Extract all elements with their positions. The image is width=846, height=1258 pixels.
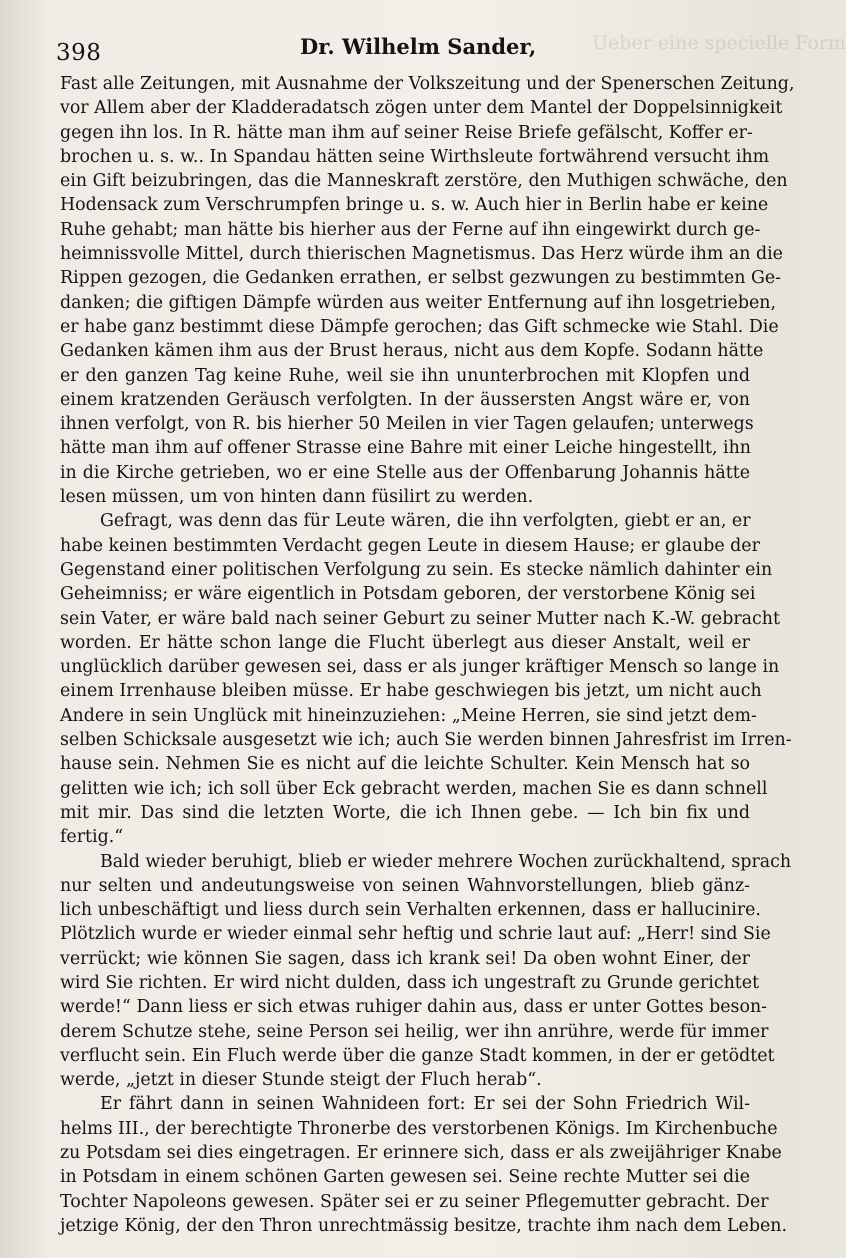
text-line: Hodensack zum Verschrumpfen bringe u. s. w. Auch hier in Berlin habe er keine (60, 195, 769, 216)
page-header (52, 30, 846, 70)
text-line: Bald wieder beruhigt, blieb er wieder mehrere Wochen zurückhaltend, sprach (100, 851, 792, 872)
text-line: Gedanken kämen ihm aus der Brust heraus, nicht aus dem Kopfe. Sodann hätte (60, 341, 764, 362)
text-line: danken; die giftigen Dämpfe würden aus weiter Entfernung auf ihn losgetrieben, (60, 292, 776, 313)
text-line: Plötzlich wurde er wieder einmal sehr heftig und schrie laut auf: „Herr! sind Sie (60, 924, 771, 945)
running-head: Dr. Wilhelm Sander, (300, 34, 537, 59)
text-line: brochen u. s. w.. In Spandau hätten seine Wirthsleute fortwährend versucht ihm (60, 146, 770, 167)
text-line: helms III., der berechtigte Thronerbe des verstorbenen Königs. Im Kirchenbuche (60, 1118, 778, 1139)
text-line: Geheimniss; er wäre eigentlich in Potsdam geboren, der verstorbene König sei (60, 584, 756, 605)
text-line: gegen ihn los. In R. hätte man ihm auf seiner Reise Briefe gefälscht, Koffer er- (60, 122, 753, 143)
text-line: zu Potsdam sei dies eingetragen. Er erinnere sich, dass er als zweijähriger Knabe (60, 1143, 782, 1164)
text-line: Er fährt dann in seinen Wahnideen fort: Er sei der Sohn Friedrich Wil- (100, 1094, 750, 1115)
text-line: habe keinen bestimmten Verdacht gegen Leute in diesem Hause; er glaube der (60, 535, 760, 556)
text-line: lesen müssen, um von hinten dann füsilirt zu werden. (60, 487, 534, 508)
text-line: lich unbeschäftigt und liess durch sein Verhalten erkennen, dass er hallucinire. (60, 900, 761, 921)
text-line: gelitten wie ich; ich soll über Eck gebracht werden, machen Sie es dann schnell (60, 778, 768, 799)
text-line: jetzige König, der den Thron unrechtmässig besitze, trachte ihm nach dem Leben. (60, 1215, 787, 1236)
text-line: Gegenstand einer politischen Verfolgung zu sein. Es stecke nämlich dahinter ein (60, 559, 773, 580)
text-line: worden. Er hätte schon lange die Flucht überlegt aus dieser Anstalt, weil er (60, 632, 750, 653)
bleed-through-text: Ueber eine specielle Form (592, 32, 846, 54)
text-line: in Potsdam in einem schönen Garten gewesen sei. Seine rechte Mutter sei die (60, 1167, 750, 1188)
text-line: Tochter Napoleons gewesen. Später sei er zu seiner Pflegemutter gebracht. Der (60, 1191, 769, 1212)
text-line: sein Vater, er wäre bald nach seiner Geburt zu seiner Mutter nach K.-W. gebracht (60, 608, 780, 629)
text-line: Andere in sein Unglück mit hineinzuziehen: „Meine Herren, sie sind jetzt dem- (60, 705, 757, 726)
text-line: ihnen verfolgt, von R. bis hierher 50 Meilen in vier Tagen gelaufen; unterwegs (60, 414, 754, 435)
text-line: einem kratzenden Geräusch verfolgten. In der äussersten Angst wäre er, von (60, 389, 750, 410)
text-line: selben Schicksale ausgesetzt wie ich; auch Sie werden binnen Jahresfrist im Irren- (60, 730, 792, 751)
text-line: verflucht sein. Ein Fluch werde über die ganze Stadt kommen, in der er getödtet (60, 1045, 775, 1066)
text-line: Ruhe gehabt; man hätte bis hierher aus der Ferne auf ihn eingewirkt durch ge- (60, 219, 761, 240)
text-line: derem Schutze stehe, seine Person sei heilig, wer ihn anrühre, werde für immer (60, 1021, 769, 1042)
text-line: hause sein. Nehmen Sie es nicht auf die leichte Schulter. Kein Mensch hat so (60, 754, 750, 775)
text-line: ein Gift beizubringen, das die Manneskraft zerstöre, den Muthigen schwäche, den (60, 171, 788, 192)
text-line: verrückt; wie können Sie sagen, dass ich krank sei! Da oben wohnt Einer, der (60, 948, 750, 969)
text-line: werde, „jetzt in dieser Stunde steigt der Fluch herab“. (60, 1070, 542, 1091)
text-line: Gefragt, was denn das für Leute wären, die ihn verfolgten, giebt er an, er (100, 511, 751, 532)
text-line: Rippen gezogen, die Gedanken errathen, er selbst gezwungen zu bestimmten Ge- (60, 268, 782, 289)
text-line: er den ganzen Tag keine Ruhe, weil sie ihn ununterbrochen mit Klopfen und (60, 365, 750, 386)
text-line: mit mir. Das sind die letzten Worte, die ich Ihnen gebe. — Ich bin fix und (60, 802, 750, 823)
text-line: heimnissvolle Mittel, durch thierischen Magnetismus. Das Herz würde ihm an die (60, 244, 783, 265)
text-line: nur selten und andeutungsweise von seinen Wahnvorstellungen, blieb gänz- (60, 875, 750, 896)
body-text (60, 72, 795, 1238)
text-line: einem Irrenhause bleiben müsse. Er habe geschwiegen bis jetzt, um nicht auch (60, 681, 762, 702)
text-line: er habe ganz bestimmt diese Dämpfe gerochen; das Gift schmecke wie Stahl. Die (60, 316, 779, 337)
text-line: in die Kirche getrieben, wo er eine Stelle aus der Offenbarung Johannis hätte (60, 462, 750, 483)
text-line: fertig.“ (60, 827, 124, 848)
text-line: werde!“ Dann liess er sich etwas ruhiger dahin aus, dass er unter Gottes beson- (60, 997, 768, 1018)
text-line: wird Sie richten. Er wird nicht dulden, dass ich ungestraft zu Grunde gerichtet (60, 972, 760, 993)
text-line: unglücklich darüber gewesen sei, dass er als junger kräftiger Mensch so lange in (60, 657, 780, 678)
page-number: 398 (56, 40, 102, 66)
text-line: Fast alle Zeitungen, mit Ausnahme der Volkszeitung und der Spenerschen Zeitung, (60, 74, 795, 94)
text-line: vor Allem aber der Kladderadatsch zögen unter dem Mantel der Doppelsinnigkeit (60, 98, 783, 119)
text-line: hätte man ihm auf offener Strasse eine Bahre mit einer Leiche hingestellt, ihn (60, 438, 751, 459)
